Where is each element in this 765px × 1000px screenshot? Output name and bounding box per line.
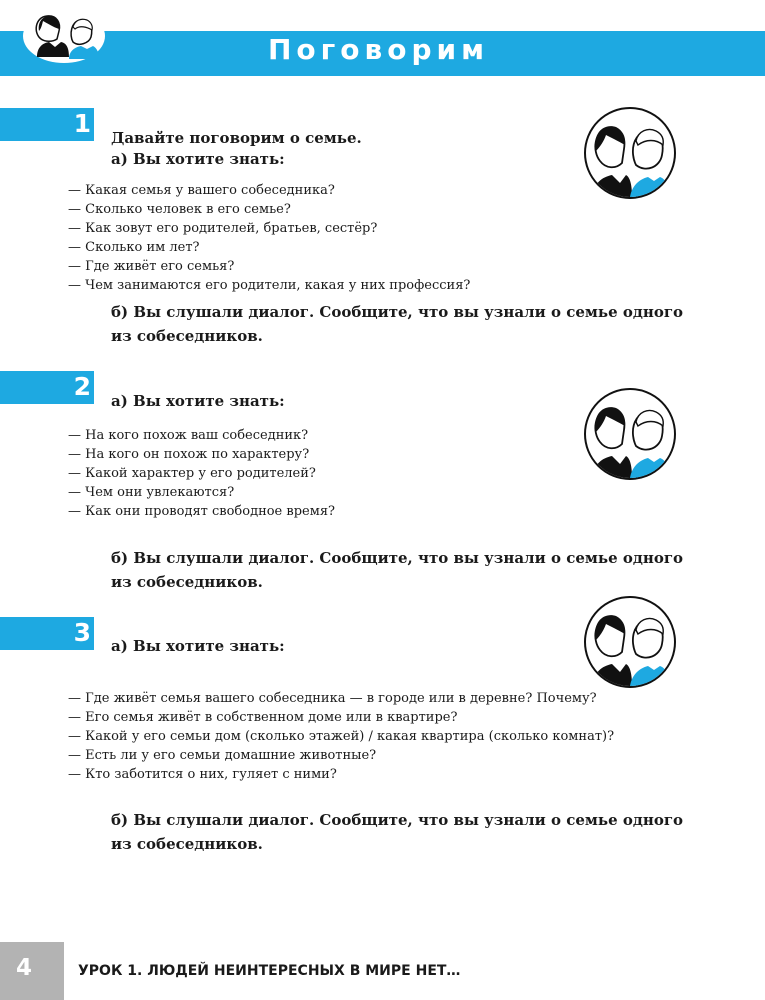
exercise-part-b: б) Вы слушали диалог. Сообщите, что вы узнали о семье одного из собеседников. bbox=[111, 303, 684, 345]
list-item: — Чем они увлекаются? bbox=[68, 483, 335, 502]
list-item: — Его семья живёт в собственном доме или в квартире? bbox=[68, 708, 614, 727]
exercise-tab-2 bbox=[0, 371, 94, 404]
list-item: — Сколько им лет? bbox=[68, 238, 470, 257]
exercise-part-a: а) Вы хотите знать: bbox=[111, 392, 285, 410]
page-section-title: Поговорим bbox=[268, 33, 490, 66]
exercise-title: Давайте поговорим о семье. bbox=[111, 129, 362, 147]
page-number: 4 bbox=[16, 955, 33, 981]
list-item: — Какой характер у его родителей? bbox=[68, 464, 335, 483]
list-item: — Где живёт его семья? bbox=[68, 257, 470, 276]
list-item: — Как они проводят свободное время? bbox=[68, 502, 335, 521]
exercise-number: 2 bbox=[73, 372, 91, 401]
question-list bbox=[68, 426, 335, 521]
exercise-number: 3 bbox=[73, 618, 91, 647]
list-item: — Какая семья у вашего собеседника? bbox=[68, 181, 470, 200]
question-list bbox=[68, 181, 470, 295]
list-item: — Сколько человек в его семье? bbox=[68, 200, 470, 219]
list-item: — Есть ли у его семьи домашние животные? bbox=[68, 746, 614, 765]
question-list bbox=[68, 689, 614, 784]
exercise-part-a: а) Вы хотите знать: bbox=[111, 150, 285, 168]
list-item: — Кто заботится о них, гуляет с ними? bbox=[68, 765, 614, 784]
exercise-part-b: б) Вы слушали диалог. Сообщите, что вы узнали о семье одного из собеседников. bbox=[111, 549, 684, 591]
list-item: — Где живёт семья вашего собеседника — в городе или в деревне? Почему? bbox=[68, 689, 614, 708]
exercise-number: 1 bbox=[73, 109, 91, 138]
two-people-icon bbox=[23, 9, 105, 63]
two-people-icon bbox=[584, 107, 676, 199]
exercise-part-a: а) Вы хотите знать: bbox=[111, 637, 285, 655]
list-item: — Как зовут его родителей, братьев, сестёр? bbox=[68, 219, 470, 238]
list-item: — На кого он похож по характеру? bbox=[68, 445, 335, 464]
exercise-tab-3 bbox=[0, 617, 94, 650]
two-people-icon bbox=[584, 388, 676, 480]
lesson-title: УРОК 1. ЛЮДЕЙ НЕИНТЕРЕСНЫХ В МИРЕ НЕТ… bbox=[78, 963, 461, 979]
two-people-icon bbox=[584, 596, 676, 688]
list-item: — Чем занимаются его родители, какая у них профессия? bbox=[68, 276, 470, 295]
list-item: — Какой у его семьи дом (сколько этажей) / какая квартира (сколько комнат)? bbox=[68, 727, 614, 746]
exercise-tab-1 bbox=[0, 108, 94, 141]
exercise-part-b: б) Вы слушали диалог. Сообщите, что вы узнали о семье одного из собеседников. bbox=[111, 811, 684, 853]
list-item: — На кого похож ваш собеседник? bbox=[68, 426, 335, 445]
